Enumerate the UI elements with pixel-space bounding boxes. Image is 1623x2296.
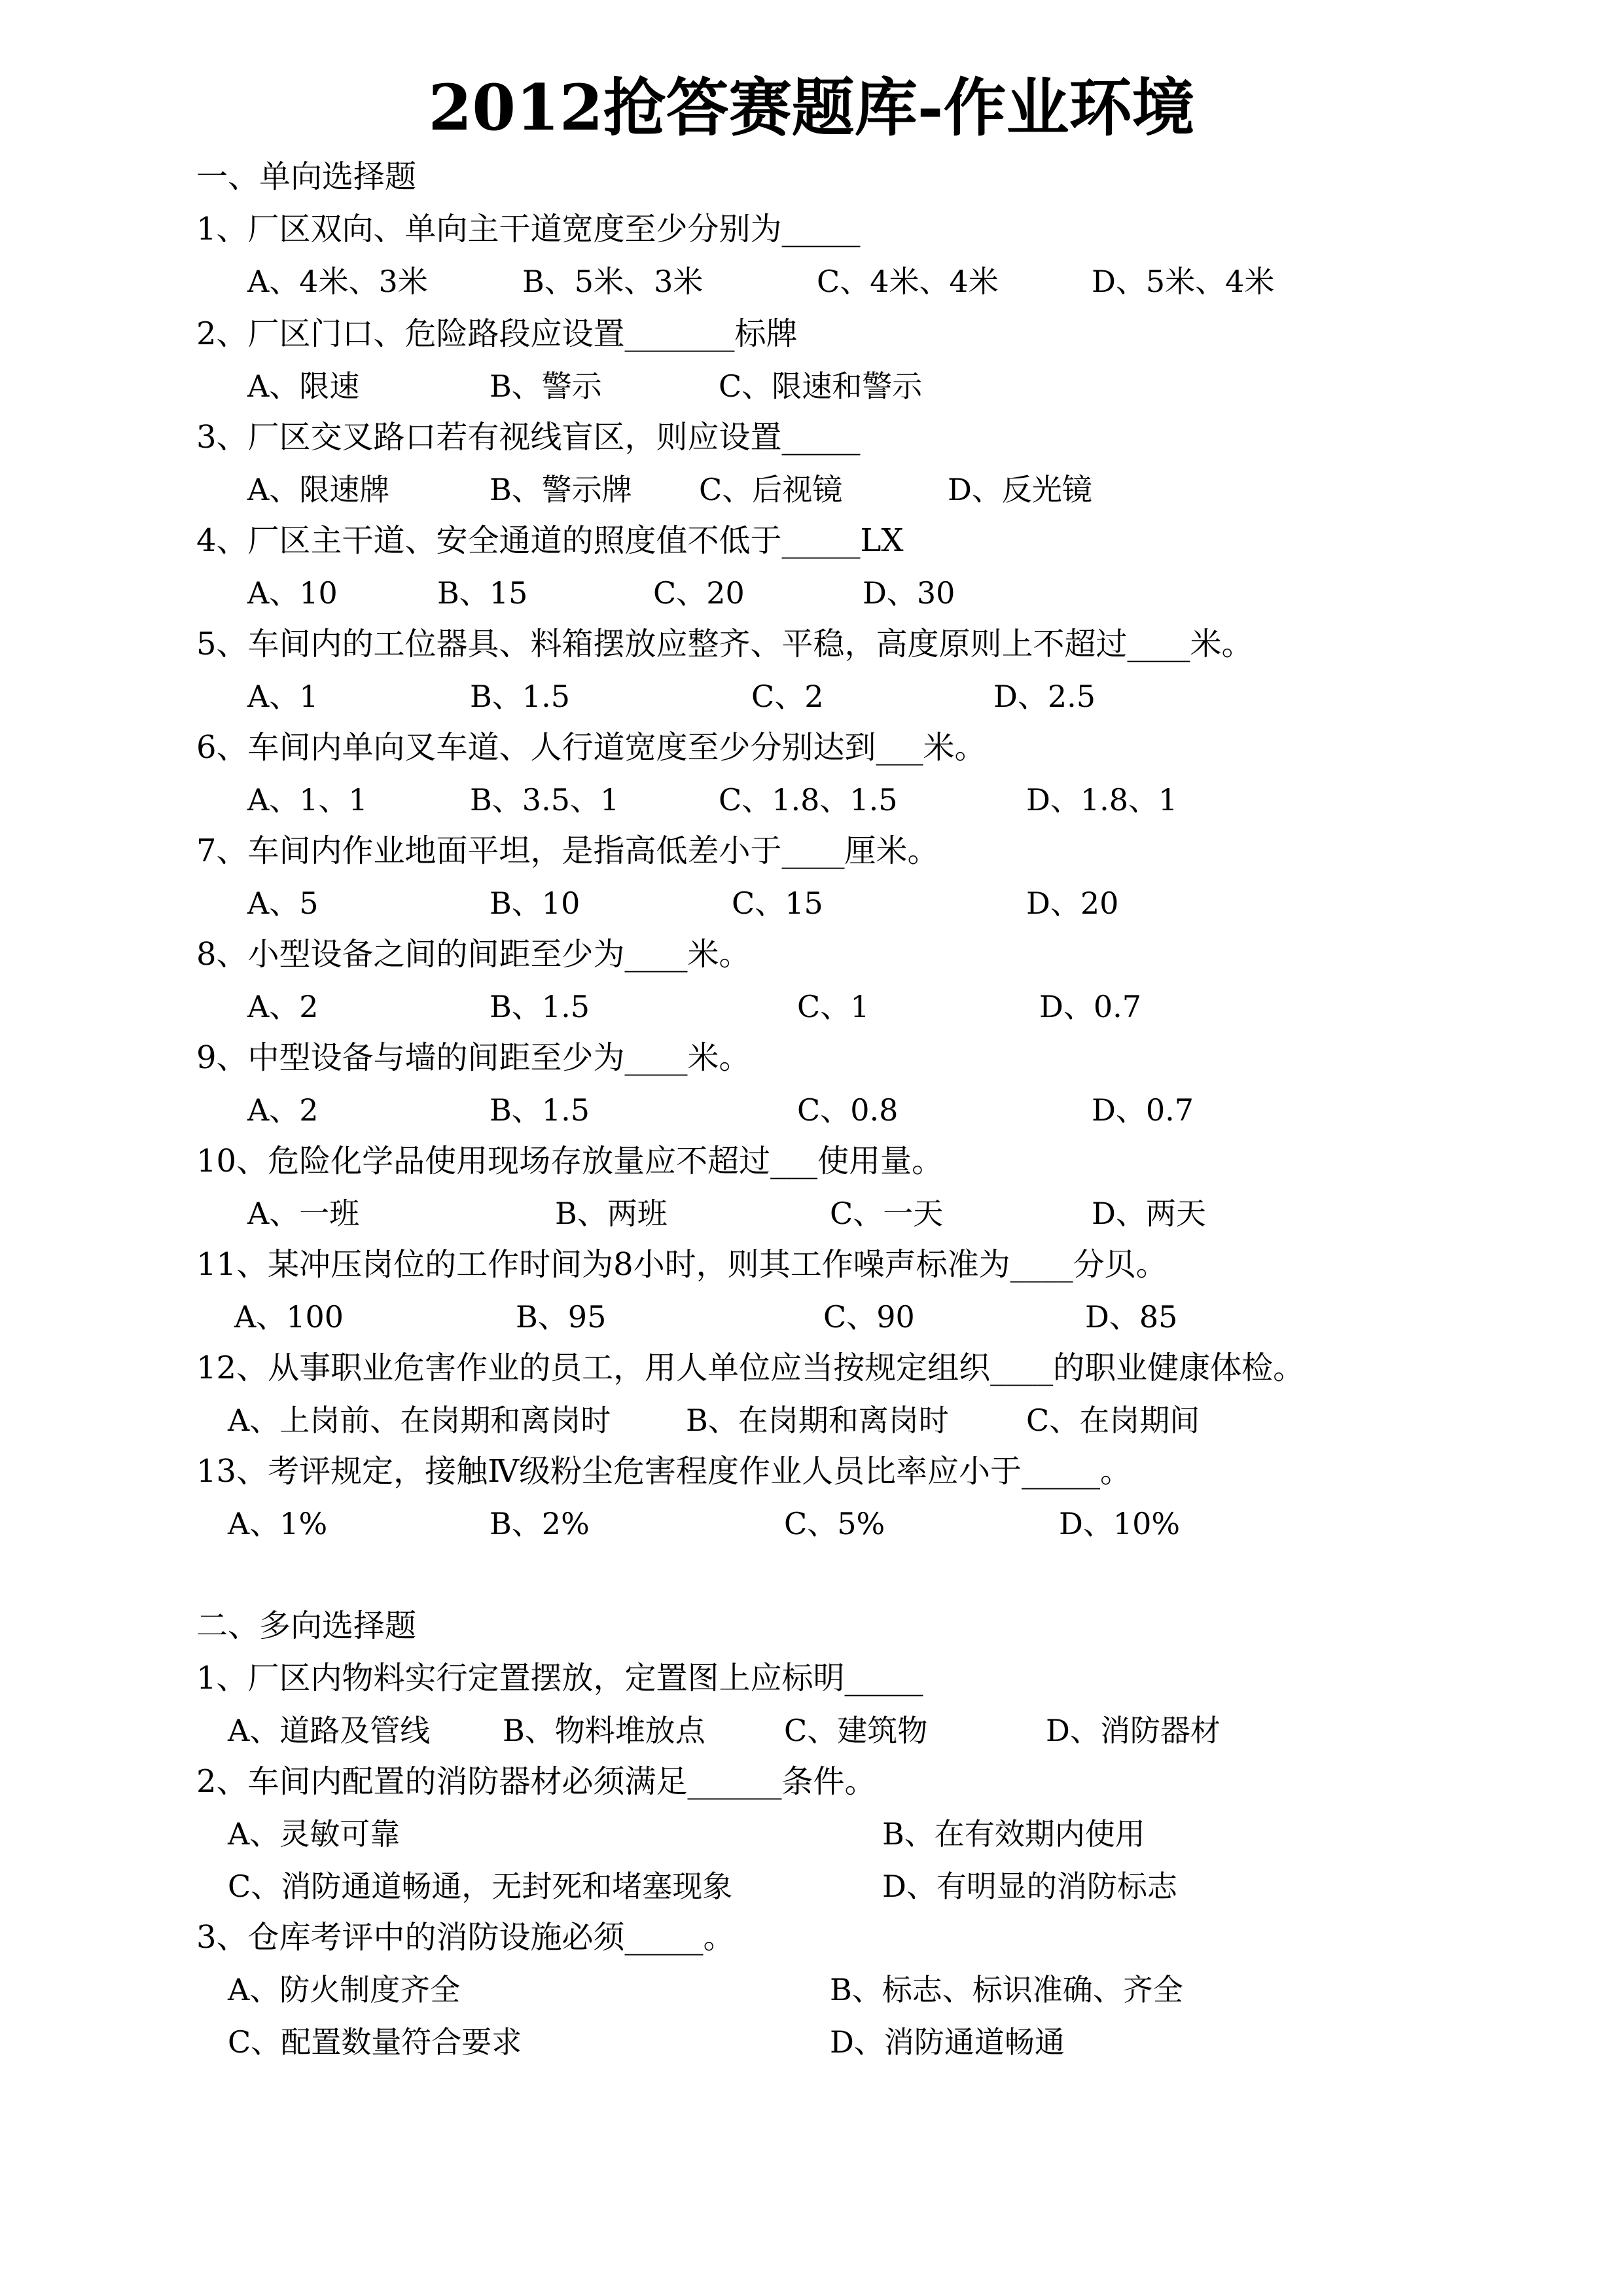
question-6: 6、车间内单向叉车道、人行道宽度至少分别达到___米。 (196, 729, 986, 766)
q3-option-a: A、限速牌 (247, 472, 390, 507)
question-1: 1、厂区双向、单向主干道宽度至少分别为_____ (196, 211, 861, 247)
mq3-option-a: A、防火制度齐全 (228, 1972, 461, 2007)
q9-option-d: D、0.7 (1092, 1092, 1194, 1128)
q5-option-b: B、1.5 (470, 679, 570, 714)
question-10: 10、危险化学品使用现场存放量应不超过___使用量。 (196, 1143, 944, 1179)
question-12: 12、从事职业危害作业的员工，用人单位应当按规定组织____的职业健康体检。 (196, 1350, 1305, 1386)
q8-option-b: B、1.5 (490, 989, 590, 1024)
mq2-option-a: A、灵敏可靠 (228, 1816, 401, 1852)
question-7: 7、车间内作业地面平坦，是指高低差小于____厘米。 (196, 833, 939, 869)
q1-option-c: C、4米、4米 (817, 264, 999, 299)
q11-option-c: C、90 (823, 1299, 915, 1335)
multi-question-2: 2、车间内配置的消防器材必须满足______条件。 (196, 1763, 876, 1800)
q7-option-c: C、15 (732, 886, 823, 921)
q3-option-d: D、反光镜 (948, 472, 1092, 507)
q9-option-b: B、1.5 (490, 1092, 590, 1128)
q1-option-b: B、5米、3米 (522, 264, 704, 299)
mq1-option-c: C、建筑物 (784, 1713, 928, 1748)
page-title: 2012抢答赛题库-作业环境 (428, 71, 1195, 145)
mq1-option-b: B、物料堆放点 (503, 1713, 705, 1748)
q11-option-d: D、85 (1085, 1299, 1178, 1335)
question-3: 3、厂区交叉路口若有视线盲区，则应设置_____ (196, 419, 861, 456)
q11-option-a: A、100 (234, 1299, 344, 1335)
question-11: 11、某冲压岗位的工作时间为8小时，则其工作噪声标准为____分贝。 (196, 1246, 1168, 1283)
q6-option-a: A、1、1 (247, 782, 368, 817)
q13-option-c: C、5% (784, 1506, 885, 1541)
mq2-option-d: D、有明显的消防标志 (882, 1869, 1177, 1904)
question-8: 8、小型设备之间的间距至少为____米。 (196, 936, 751, 973)
q13-option-a: A、1% (228, 1506, 328, 1541)
q6-option-b: B、3.5、1 (470, 782, 620, 817)
mq2-option-b: B、在有效期内使用 (882, 1816, 1145, 1852)
q2-option-a: A、限速 (247, 368, 360, 404)
section-heading-multiple-choice: 二、多向选择题 (196, 1607, 417, 1644)
q4-option-b: B、15 (437, 575, 528, 611)
q10-option-a: A、一班 (247, 1196, 360, 1231)
q5-option-a: A、1 (247, 679, 319, 714)
q13-option-b: B、2% (490, 1506, 590, 1541)
q8-option-c: C、1 (797, 989, 870, 1024)
question-9: 9、中型设备与墙的间距至少为____米。 (196, 1039, 751, 1076)
q1-option-d: D、5米、4米 (1092, 264, 1275, 299)
question-2: 2、厂区门口、危险路段应设置_______标牌 (196, 315, 798, 352)
q4-option-d: D、30 (863, 575, 955, 611)
q9-option-c: C、0.8 (797, 1092, 899, 1128)
q3-option-b: B、警示牌 (490, 472, 632, 507)
q7-option-a: A、5 (247, 886, 319, 921)
q11-option-b: B、95 (516, 1299, 607, 1335)
q7-option-b: B、10 (490, 886, 580, 921)
question-5: 5、车间内的工位器具、料箱摆放应整齐、平稳，高度原则上不超过____米。 (196, 626, 1253, 662)
mq1-option-a: A、道路及管线 (228, 1713, 431, 1748)
q6-option-c: C、1.8、1.5 (719, 782, 898, 817)
q4-option-c: C、20 (653, 575, 745, 611)
mq1-option-d: D、消防器材 (1046, 1713, 1221, 1748)
question-4: 4、厂区主干道、安全通道的照度值不低于_____LX (196, 522, 904, 559)
mq3-option-c: C、配置数量符合要求 (228, 2024, 522, 2060)
q10-option-d: D、两天 (1092, 1196, 1206, 1231)
q10-option-c: C、一天 (830, 1196, 944, 1231)
q3-option-c: C、后视镜 (699, 472, 843, 507)
q6-option-d: D、1.8、1 (1026, 782, 1178, 817)
q2-option-b: B、警示 (490, 368, 602, 404)
question-13: 13、考评规定，接触Ⅳ级粉尘危害程度作业人员比率应小于_____。 (196, 1453, 1132, 1490)
q12-option-c: C、在岗期间 (1026, 1403, 1200, 1438)
q2-option-c: C、限速和警示 (719, 368, 923, 404)
q9-option-a: A、2 (247, 1092, 319, 1128)
q5-option-c: C、2 (751, 679, 824, 714)
q12-option-b: B、在岗期和离岗时 (686, 1403, 949, 1438)
mq3-option-d: D、消防通道畅通 (830, 2024, 1065, 2060)
q12-option-a: A、上岗前、在岗期和离岗时 (228, 1403, 611, 1438)
multi-question-1: 1、厂区内物料实行定置摆放，定置图上应标明_____ (196, 1660, 923, 1696)
q13-option-d: D、10% (1059, 1506, 1181, 1541)
q4-option-a: A、10 (247, 575, 338, 611)
q7-option-d: D、20 (1026, 886, 1119, 921)
q1-option-a: A、4米、3米 (247, 264, 428, 299)
mq3-option-b: B、标志、标识准确、齐全 (830, 1972, 1183, 2007)
q8-option-d: D、0.7 (1039, 989, 1142, 1024)
section-heading-single-choice: 一、单向选择题 (196, 158, 417, 195)
mq2-option-c: C、消防通道畅通，无封死和堵塞现象 (228, 1869, 733, 1904)
q8-option-a: A、2 (247, 989, 319, 1024)
multi-question-3: 3、仓库考评中的消防设施必须_____。 (196, 1919, 735, 1956)
q5-option-d: D、2.5 (993, 679, 1096, 714)
q10-option-b: B、两班 (555, 1196, 668, 1231)
